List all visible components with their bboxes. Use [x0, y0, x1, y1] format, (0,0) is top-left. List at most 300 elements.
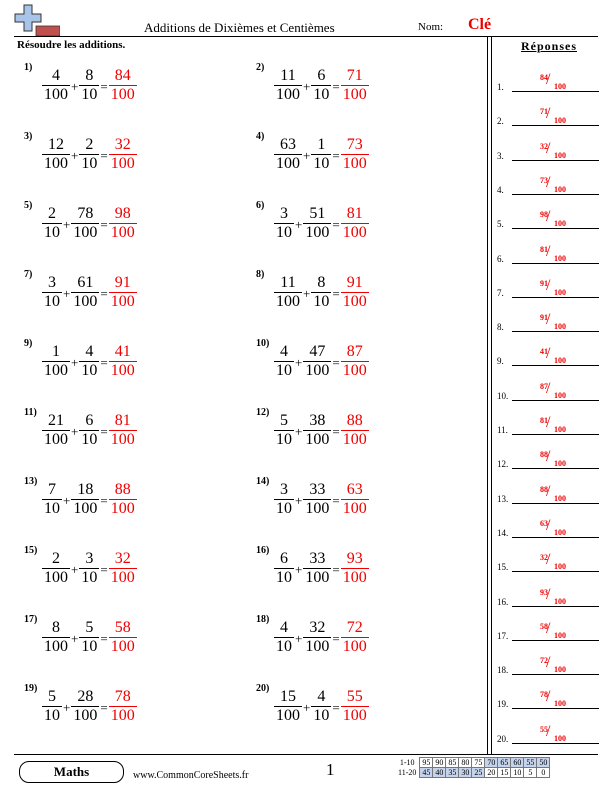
plus-sign: +	[303, 148, 311, 163]
answer-denominator: 100	[554, 116, 566, 126]
answer-slash: /	[546, 139, 551, 157]
equation	[274, 338, 369, 384]
addend-fraction	[274, 136, 302, 173]
answer-number: 14.	[497, 527, 509, 538]
answer-slash: /	[546, 448, 551, 466]
equation	[42, 200, 137, 246]
addend-fraction	[303, 205, 331, 242]
answer-number: 7.	[497, 287, 504, 298]
problem	[256, 683, 456, 741]
problem-number: 16)	[256, 545, 270, 556]
denominator: 10	[313, 292, 330, 310]
addend-fraction	[79, 67, 99, 104]
score-cell: 70	[485, 758, 498, 768]
answer-line	[512, 297, 599, 298]
denominator: 100	[110, 706, 135, 724]
answer-denominator: 100	[554, 82, 566, 91]
answer-slash: /	[546, 311, 551, 329]
equals-sign: =	[332, 562, 340, 577]
denominator: 100	[110, 430, 135, 448]
answer-number: 20.	[497, 733, 509, 744]
problem-number: 9)	[24, 338, 33, 349]
denominator: 100	[342, 499, 367, 517]
answer-number: 18.	[497, 665, 509, 676]
equals-sign: =	[100, 148, 108, 163]
answer-numerator: 91	[540, 313, 548, 323]
answers-title: Réponses	[520, 39, 577, 53]
numerator: 98	[114, 204, 131, 222]
numerator: 12	[48, 135, 64, 153]
numerator: 2	[85, 135, 94, 153]
problem	[256, 545, 456, 603]
score-cell: 85	[446, 758, 459, 768]
answer-numerator: 55	[540, 724, 548, 734]
problem-number: 19)	[24, 683, 38, 694]
answer-row	[497, 683, 601, 713]
plus-sign: +	[71, 631, 79, 646]
answer-slash: /	[546, 688, 551, 706]
addend-fraction	[311, 136, 331, 173]
addend-fraction	[274, 481, 294, 518]
numerator: 91	[346, 273, 363, 291]
denominator: 10	[81, 85, 98, 103]
answer-line	[512, 263, 599, 264]
denominator: 10	[276, 637, 292, 655]
numerator: 21	[48, 411, 64, 429]
answer-numerator: 32	[540, 141, 548, 151]
addend-fraction	[42, 274, 62, 311]
denominator: 100	[73, 499, 98, 517]
problem-number: 15)	[24, 545, 38, 556]
denominator: 100	[342, 292, 367, 310]
plus-sign: +	[303, 79, 311, 94]
score-range-label: 11-20	[398, 768, 417, 777]
addend-fraction	[42, 136, 70, 173]
equation	[274, 62, 369, 108]
addend-fraction	[274, 688, 302, 725]
denominator: 10	[44, 292, 60, 310]
answer-row	[497, 340, 601, 370]
answers-divider-right	[491, 37, 492, 754]
addend-fraction	[42, 688, 62, 725]
denominator: 10	[276, 499, 292, 517]
score-cell: 40	[433, 768, 446, 778]
problem	[256, 131, 456, 189]
result-fraction	[341, 205, 369, 242]
instructions: Résoudre les additions.	[17, 39, 126, 51]
worksheet-title: Additions de Dixièmes et Centièmes	[144, 20, 335, 35]
denominator: 100	[342, 430, 367, 448]
problem	[256, 614, 456, 672]
numerator: 3	[85, 549, 94, 567]
denominator: 100	[110, 361, 135, 379]
numerator: 47	[309, 342, 326, 360]
result-fraction	[109, 343, 137, 380]
answer-line	[512, 91, 599, 92]
problem	[24, 545, 224, 603]
score-cell: 0	[537, 768, 550, 778]
denominator: 10	[276, 223, 292, 241]
numerator: 91	[114, 273, 131, 291]
answer-line	[512, 434, 599, 435]
answer-slash: /	[546, 242, 551, 260]
equation	[42, 131, 137, 177]
answer-row	[497, 100, 601, 130]
score-cell: 45	[420, 768, 433, 778]
answer-line	[512, 194, 599, 195]
denominator: 100	[110, 568, 135, 586]
equation	[274, 131, 369, 177]
denominator: 10	[81, 154, 98, 172]
header-divider	[14, 36, 598, 37]
answer-number: 2.	[497, 116, 504, 127]
answer-numerator: 32	[540, 553, 548, 563]
denominator: 100	[44, 430, 68, 448]
result-fraction	[341, 481, 369, 518]
plus-sign: +	[71, 424, 79, 439]
denominator: 10	[276, 568, 292, 586]
denominator: 10	[81, 568, 98, 586]
numerator: 5	[85, 618, 94, 636]
answer-slash: /	[546, 345, 551, 363]
numerator: 33	[309, 480, 326, 498]
addend-fraction	[274, 550, 294, 587]
answer-slash: /	[546, 173, 551, 191]
numerator: 11	[280, 273, 296, 291]
denominator: 100	[305, 499, 330, 517]
answer-number: 1.	[497, 82, 504, 92]
answer-number: 15.	[497, 562, 509, 573]
answer-denominator: 100	[554, 562, 566, 572]
score-cell: 15	[498, 768, 511, 778]
equals-sign: =	[332, 286, 340, 301]
numerator: 61	[77, 273, 94, 291]
site-url: www.CommonCoreSheets.fr	[133, 770, 249, 781]
result-fraction	[341, 550, 369, 587]
denominator: 100	[73, 292, 98, 310]
denominator: 100	[110, 499, 135, 517]
answer-denominator: 100	[554, 322, 566, 332]
equals-sign: =	[100, 562, 108, 577]
score-cell: 50	[537, 758, 550, 768]
denominator: 10	[44, 223, 60, 241]
problem-number: 17)	[24, 614, 38, 625]
numerator: 84	[114, 66, 131, 84]
denominator: 10	[276, 430, 292, 448]
numerator: 8	[317, 273, 326, 291]
numerator: 81	[114, 411, 131, 429]
denominator: 100	[276, 292, 300, 310]
answer-row	[497, 135, 601, 165]
answer-row	[497, 443, 601, 473]
addend-fraction	[42, 412, 70, 449]
answer-row	[497, 478, 601, 508]
answer-slash: /	[546, 379, 551, 397]
plus-sign: +	[71, 148, 79, 163]
problem-number: 10)	[256, 338, 270, 349]
numerator: 6	[85, 411, 94, 429]
answer-numerator: 93	[540, 587, 548, 597]
equation	[42, 476, 137, 522]
answer-slash: /	[546, 516, 551, 534]
result-fraction	[341, 67, 369, 104]
denominator: 100	[342, 361, 367, 379]
problem	[24, 614, 224, 672]
numerator: 4	[280, 342, 288, 360]
addend-fraction	[79, 412, 99, 449]
denominator: 100	[342, 637, 367, 655]
denominator: 100	[342, 568, 367, 586]
answer-row	[497, 546, 601, 576]
answer-denominator: 100	[554, 425, 566, 434]
answer-row	[497, 581, 601, 611]
numerator: 63	[346, 480, 363, 498]
plus-sign: +	[295, 355, 303, 370]
denominator: 100	[44, 85, 68, 103]
denominator: 100	[44, 154, 68, 172]
equals-sign: =	[100, 424, 108, 439]
addend-fraction	[274, 205, 294, 242]
problem-number: 2)	[256, 62, 265, 73]
answer-line	[512, 365, 599, 366]
numerator: 58	[114, 618, 131, 636]
answer-numerator: 78	[540, 690, 548, 700]
equals-sign: =	[100, 79, 108, 94]
addend-fraction	[42, 481, 62, 518]
numerator: 11	[280, 66, 296, 84]
addend-fraction	[42, 205, 62, 242]
answer-line	[512, 160, 599, 161]
equals-sign: =	[332, 493, 340, 508]
denominator: 10	[276, 361, 292, 379]
problem	[24, 131, 224, 189]
answer-numerator: 63	[540, 518, 548, 528]
denominator: 100	[44, 568, 68, 586]
answer-denominator: 100	[554, 219, 566, 229]
answer-number: 3.	[497, 150, 504, 161]
numerator: 78	[77, 204, 94, 222]
problem	[256, 62, 456, 120]
footer-divider	[14, 754, 598, 755]
problem	[24, 62, 224, 120]
equals-sign: =	[100, 217, 108, 232]
answer-number: 11.	[497, 425, 508, 435]
answer-numerator: 72	[540, 656, 548, 666]
equals-sign: =	[332, 631, 340, 646]
addend-fraction	[303, 343, 331, 380]
denominator: 100	[305, 637, 330, 655]
problem	[24, 407, 224, 465]
answer-line	[512, 468, 599, 469]
problem	[24, 683, 224, 741]
numerator: 41	[114, 342, 131, 360]
equals-sign: =	[332, 79, 340, 94]
answer-number: 9.	[497, 356, 504, 367]
answer-numerator: 91	[540, 278, 548, 288]
answer-denominator: 100	[554, 150, 566, 160]
page-number: 1	[326, 760, 335, 779]
denominator: 100	[110, 154, 135, 172]
answer-number: 6.	[497, 253, 504, 264]
problem-number: 3)	[24, 131, 33, 142]
result-fraction	[341, 274, 369, 311]
answer-slash: /	[546, 208, 551, 226]
result-fraction	[109, 619, 137, 656]
score-cell: 10	[511, 768, 524, 778]
numerator: 63	[280, 135, 296, 153]
score-cell: 60	[511, 758, 524, 768]
numerator: 88	[114, 480, 131, 498]
numerator: 1	[52, 342, 60, 360]
answer-denominator: 100	[554, 733, 566, 743]
result-fraction	[109, 67, 137, 104]
addend-fraction	[79, 550, 99, 587]
denominator: 10	[81, 361, 98, 379]
problem	[256, 200, 456, 258]
answer-row	[497, 512, 601, 542]
numerator: 5	[48, 687, 56, 705]
answer-numerator: 81	[540, 416, 548, 425]
result-fraction	[341, 136, 369, 173]
score-row	[396, 768, 550, 778]
answer-slash: /	[546, 585, 551, 603]
answer-numerator: 88	[540, 484, 548, 494]
problem-number: 7)	[24, 269, 33, 280]
numerator: 2	[48, 204, 56, 222]
answer-numerator: 71	[540, 107, 548, 117]
denominator: 100	[305, 568, 330, 586]
numerator: 4	[52, 66, 60, 84]
answer-slash: /	[546, 414, 551, 431]
addend-fraction	[42, 550, 70, 587]
score-cell: 20	[485, 768, 498, 778]
result-fraction	[109, 205, 137, 242]
answer-numerator: 81	[540, 244, 548, 254]
denominator: 10	[44, 499, 60, 517]
numerator: 7	[48, 480, 56, 498]
plus-sign: +	[295, 562, 303, 577]
answer-numerator: 73	[540, 175, 548, 185]
equals-sign: =	[100, 493, 108, 508]
addend-fraction	[311, 688, 331, 725]
equals-sign: =	[332, 148, 340, 163]
numerator: 6	[317, 66, 326, 84]
addend-fraction	[274, 619, 294, 656]
result-fraction	[341, 619, 369, 656]
answer-numerator: 87	[540, 381, 548, 391]
addend-fraction	[79, 343, 99, 380]
equation	[274, 407, 369, 453]
answer-line	[512, 400, 599, 401]
equation	[274, 545, 369, 591]
addend-fraction	[311, 67, 331, 104]
score-cell: 80	[459, 758, 472, 768]
denominator: 100	[305, 361, 330, 379]
denominator: 100	[44, 361, 68, 379]
equation	[42, 269, 137, 315]
equation	[42, 407, 137, 453]
problem	[256, 269, 456, 327]
answers-divider-left	[487, 37, 488, 754]
answer-slash: /	[546, 722, 551, 740]
denominator: 100	[44, 637, 68, 655]
plus-sign: +	[295, 424, 303, 439]
answer-row	[497, 649, 601, 679]
equals-sign: =	[100, 355, 108, 370]
equals-sign: =	[100, 631, 108, 646]
result-fraction	[341, 343, 369, 380]
answer-number: 5.	[497, 219, 504, 230]
problem-number: 11)	[24, 407, 37, 418]
problem	[24, 476, 224, 534]
equation	[42, 614, 137, 660]
answer-numerator: 84	[540, 73, 548, 82]
addend-fraction	[71, 688, 99, 725]
answer-denominator: 100	[554, 493, 566, 503]
score-table	[396, 757, 550, 778]
answer-line	[512, 331, 599, 332]
answer-row	[497, 375, 601, 405]
answer-denominator: 100	[554, 356, 566, 366]
numerator: 38	[309, 411, 326, 429]
numerator: 71	[346, 66, 363, 84]
result-fraction	[109, 274, 137, 311]
denominator: 100	[342, 154, 367, 172]
addend-fraction	[42, 619, 70, 656]
answer-line	[512, 708, 599, 709]
answer-line	[512, 503, 599, 504]
answer-slash: /	[546, 619, 551, 637]
problem-number: 13)	[24, 476, 38, 487]
denominator: 100	[342, 223, 367, 241]
denominator: 100	[110, 637, 135, 655]
answer-slash: /	[546, 71, 551, 88]
addend-fraction	[274, 343, 294, 380]
equals-sign: =	[100, 700, 108, 715]
equals-sign: =	[332, 424, 340, 439]
numerator: 8	[52, 618, 60, 636]
answer-row	[497, 615, 601, 645]
plus-logo-icon	[14, 4, 60, 38]
score-cell: 95	[420, 758, 433, 768]
answer-number: 4.	[497, 184, 504, 195]
answer-denominator: 100	[554, 630, 566, 640]
answer-row	[497, 238, 601, 268]
answer-row	[497, 306, 601, 336]
numerator: 78	[114, 687, 131, 705]
equation	[274, 614, 369, 660]
equation	[42, 62, 137, 108]
addend-fraction	[42, 67, 70, 104]
plus-sign: +	[295, 493, 303, 508]
answer-number: 13.	[497, 493, 509, 504]
problem-number: 5)	[24, 200, 33, 211]
numerator: 32	[114, 135, 131, 153]
equation	[274, 200, 369, 246]
answer-denominator: 100	[554, 253, 566, 263]
denominator: 10	[313, 706, 330, 724]
score-cell: 30	[459, 768, 472, 778]
equation	[274, 269, 369, 315]
addend-fraction	[303, 550, 331, 587]
numerator: 1	[317, 135, 326, 153]
plus-sign: +	[63, 700, 71, 715]
equals-sign: =	[332, 700, 340, 715]
numerator: 93	[346, 549, 363, 567]
denominator: 10	[81, 430, 98, 448]
answer-row	[497, 409, 601, 439]
numerator: 15	[280, 687, 296, 705]
